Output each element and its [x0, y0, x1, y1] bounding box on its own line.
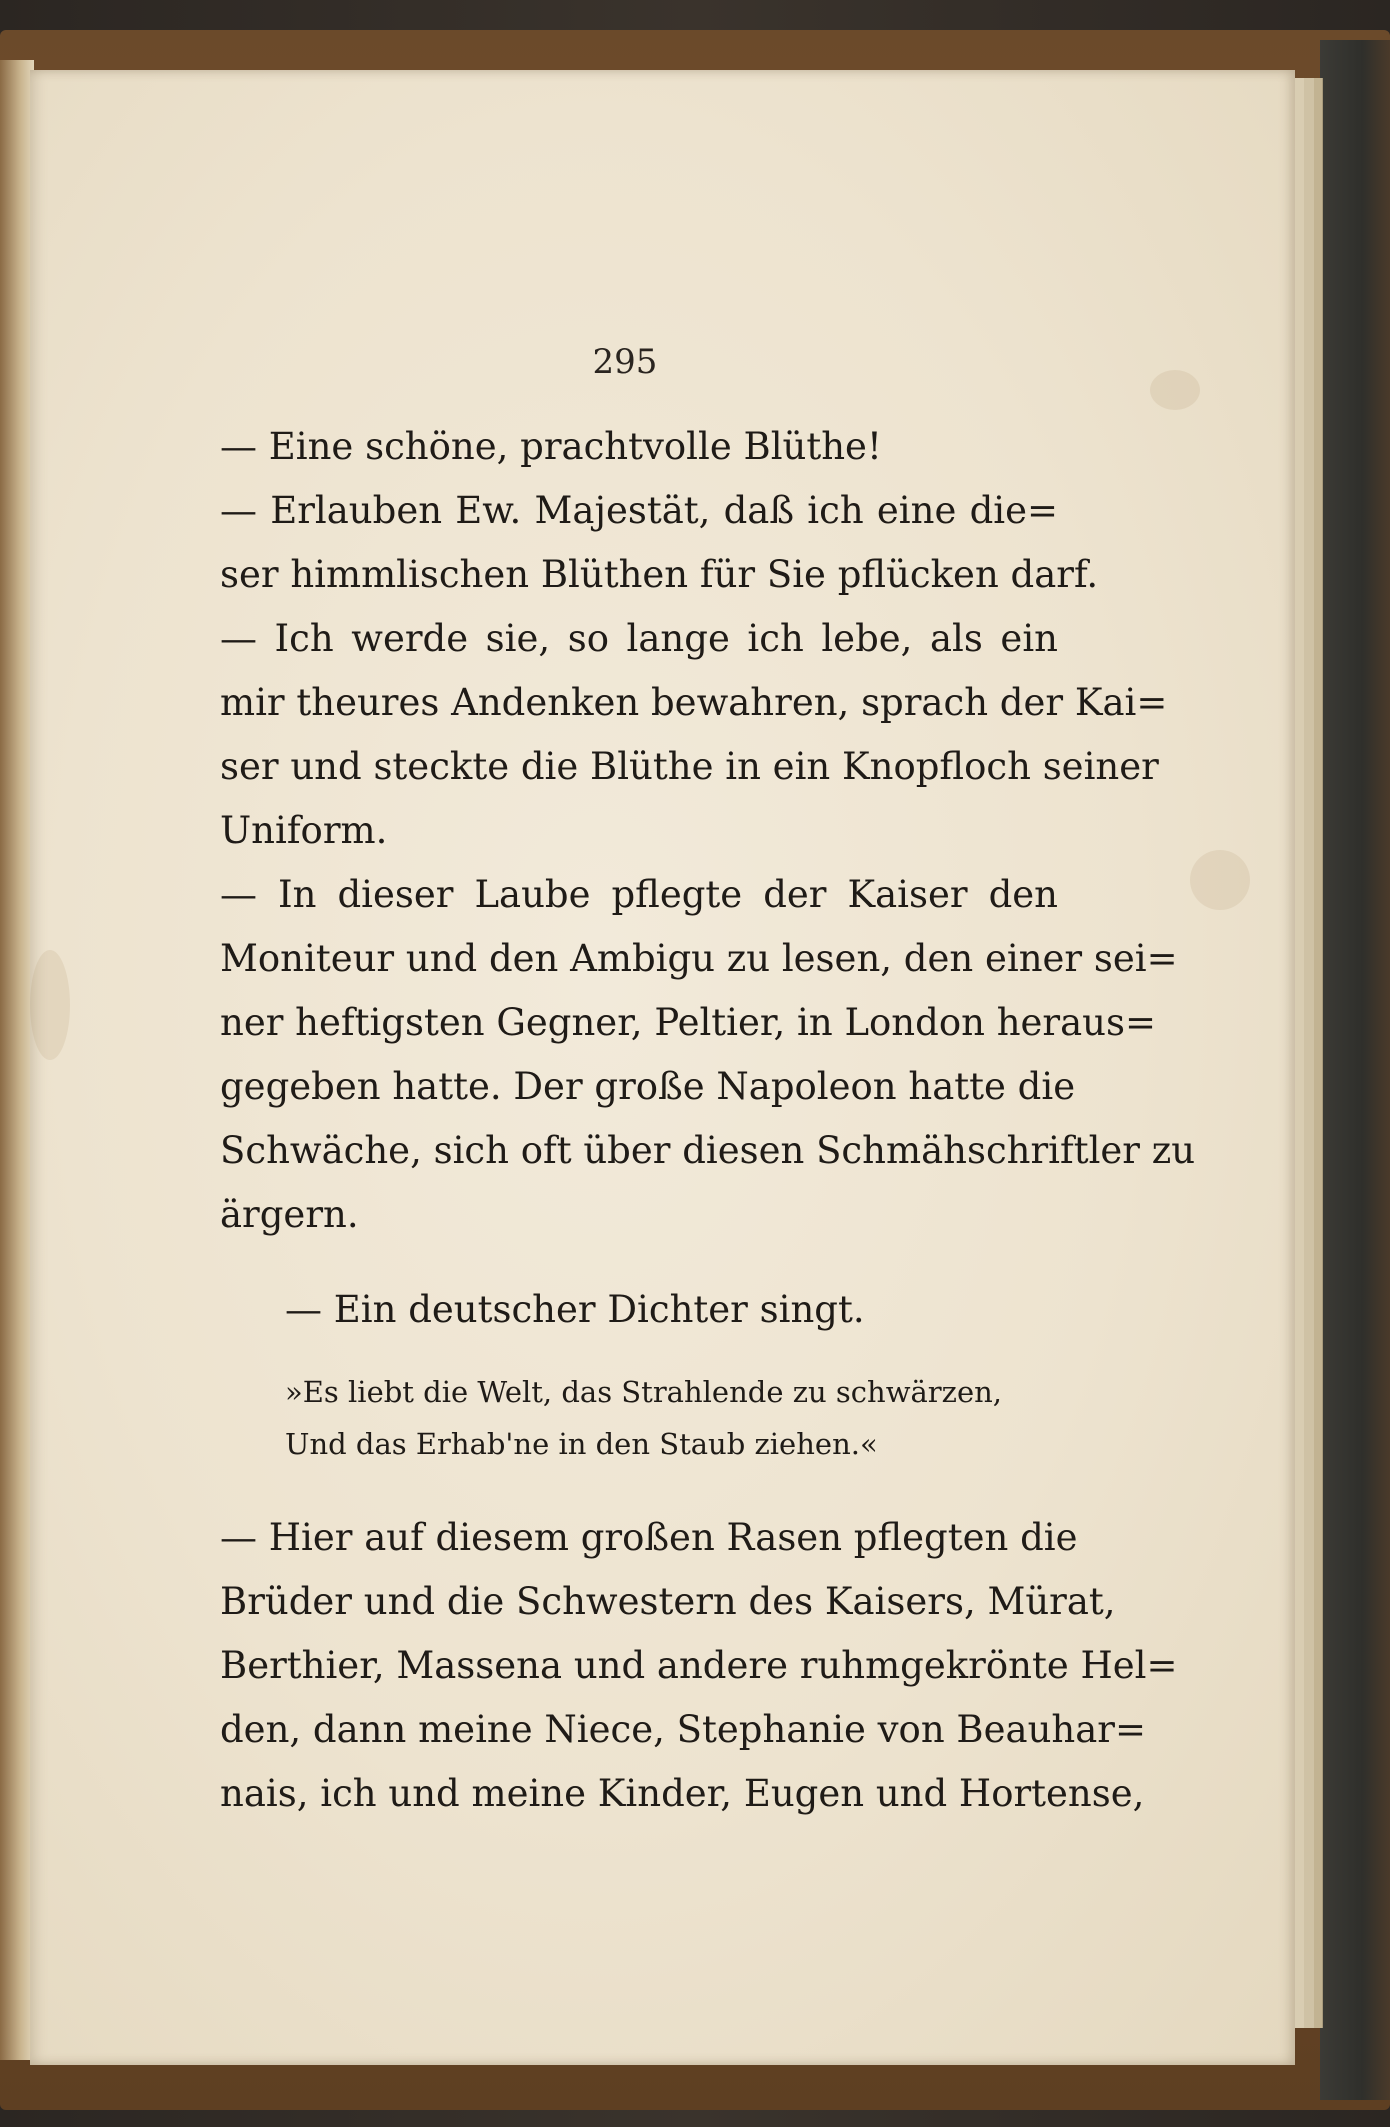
text-line: gegeben hatte. Der große Napoleon hatte die: [220, 1065, 1076, 1108]
stain: [1190, 850, 1250, 910]
stain: [30, 950, 70, 1060]
text-line: den, dann meine Niece, Stephanie von Beauhar=: [220, 1708, 1146, 1751]
page-edge: [1314, 78, 1323, 2028]
verse-line: »Es liebt die Welt, das Strahlende zu schwärzen,: [285, 1375, 1002, 1409]
body-text-top: [220, 415, 1196, 1247]
verse-intro: — Ein deutscher Dichter singt.: [285, 1288, 865, 1331]
text-line: ser und steckte die Blüthe in ein Knopfloch seiner: [220, 745, 1159, 788]
text-line: — Erlauben Ew. Majestät, daß ich eine die=: [220, 489, 1058, 532]
book-page: [30, 70, 1295, 2065]
text-line: Moniteur und den Ambigu zu lesen, den einer sei=: [220, 937, 1178, 980]
verse-quote: [285, 1366, 1055, 1470]
text-line: — Ich werde sie, so lange ich lebe, als ein: [220, 617, 1058, 660]
left-page-edge: [0, 60, 34, 2060]
text-line: Uniform.: [220, 809, 388, 852]
text-line: Schwäche, sich oft über diesen Schmähschriftler zu: [220, 1129, 1196, 1172]
text-line: — Hier auf diesem großen Rasen pflegten die: [220, 1516, 1078, 1559]
text-line: nais, ich und meine Kinder, Eugen und Hortense,: [220, 1772, 1145, 1815]
text-line: ser himmlischen Blüthen für Sie pflücken darf.: [220, 553, 1099, 596]
verse-line: Und das Erhab'ne in den Staub ziehen.«: [285, 1427, 878, 1461]
book-spine-right: [1320, 40, 1390, 2100]
text-line: Berthier, Massena und andere ruhmgekrönte Hel=: [220, 1644, 1178, 1687]
page-number: 295: [592, 342, 658, 382]
text-line: ner heftigsten Gegner, Peltier, in London heraus=: [220, 1001, 1156, 1044]
body-text-bottom: [220, 1506, 1178, 1826]
text-line: Brüder und die Schwestern des Kaisers, Mürat,: [220, 1580, 1116, 1623]
text-line: mir theures Andenken bewahren, sprach der Kai=: [220, 681, 1168, 724]
text-line: — In dieser Laube pflegte der Kaiser den: [220, 873, 1058, 916]
text-line: ärgern.: [220, 1193, 359, 1236]
text-line: — Eine schöne, prachtvolle Blüthe!: [220, 425, 882, 468]
